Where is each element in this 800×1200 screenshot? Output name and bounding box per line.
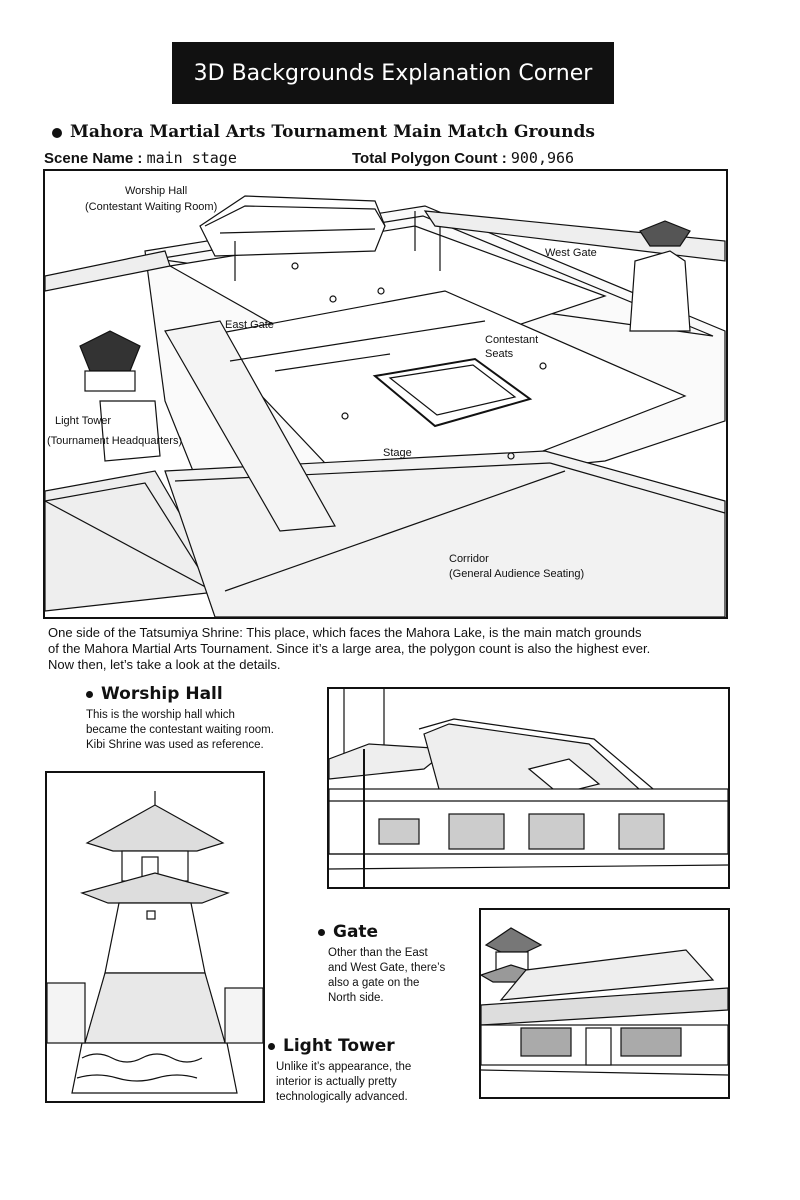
label-contestant-seats-2: Seats <box>485 348 514 360</box>
worship-hall-title <box>86 684 274 704</box>
gate-illustration <box>479 908 730 1099</box>
label-stage: Stage <box>383 447 412 459</box>
worship-line-2: became the contestant waiting room. <box>86 724 274 736</box>
label-worship-hall: Worship Hall <box>125 185 188 197</box>
tower-line-2: interior is actually pretty <box>276 1076 397 1088</box>
corner-banner <box>172 42 614 104</box>
grounds-overview-illustration <box>43 169 728 619</box>
light-tower-illustration <box>45 771 265 1103</box>
description-line-3: Now then, let’s take a look at the details. <box>48 657 281 672</box>
label-corridor-sub: (General Audience Seating) <box>449 568 585 580</box>
gate-text <box>318 946 445 1006</box>
gate-line-1: Other than the East <box>328 947 428 959</box>
worship-hall-illustration <box>327 687 730 889</box>
light-tower-text <box>268 1060 411 1105</box>
heading-text: Mahora Martial Arts Tournament Main Match Grounds <box>70 122 595 142</box>
scene-name-value: main stage <box>146 149 237 167</box>
scene-name-label: Scene Name : <box>44 150 143 167</box>
label-east-gate: East Gate <box>225 319 274 331</box>
label-contestant-seats-1: Contestant <box>485 334 539 346</box>
light-tower-title-text: Light Tower <box>283 1036 395 1056</box>
gate-title <box>318 922 445 942</box>
bullet-icon <box>86 691 93 698</box>
grounds-description <box>48 625 793 673</box>
worship-line-3: Kibi Shrine was used as reference. <box>86 739 264 751</box>
worship-line-1: This is the worship hall which <box>86 709 235 721</box>
gate-title-text: Gate <box>333 922 379 942</box>
bullet-icon <box>318 929 325 936</box>
polygon-count-label: Total Polygon Count : <box>352 150 507 167</box>
gate-line-4: North side. <box>328 992 384 1004</box>
gate-drawing <box>481 910 728 1097</box>
description-line-2: of the Mahora Martial Arts Tournament. Since it’s a large area, the polygon count is also the highest ever. <box>48 641 651 656</box>
light-tower-section <box>268 1036 411 1105</box>
grounds-drawing <box>45 171 726 617</box>
label-worship-hall-sub: (Contestant Waiting Room) <box>85 201 218 213</box>
bullet-icon <box>268 1043 275 1050</box>
worship-hall-text <box>86 708 274 753</box>
worship-hall-section <box>86 684 274 753</box>
description-line-1: One side of the Tatsumiya Shrine: This place, which faces the Mahora Lake, is the main match grounds <box>48 625 642 640</box>
label-west-gate: West Gate <box>545 247 597 259</box>
banner-title: 3D Backgrounds Explanation Corner <box>193 60 593 86</box>
worship-hall-title-text: Worship Hall <box>101 684 223 704</box>
gate-line-3: also a gate on the <box>328 977 420 989</box>
tower-line-3: technologically advanced. <box>276 1091 408 1103</box>
scene-name <box>44 149 237 167</box>
light-tower-title <box>268 1036 411 1056</box>
page-heading <box>52 122 595 142</box>
worship-hall-drawing <box>329 689 728 887</box>
gate-line-2: and West Gate, there’s <box>328 962 446 974</box>
label-light-tower: Light Tower <box>55 415 112 427</box>
polygon-count-value: 900,966 <box>510 149 575 167</box>
polygon-count <box>352 149 574 167</box>
tower-line-1: Unlike it’s appearance, the <box>276 1061 412 1073</box>
label-light-tower-sub: (Tournament Headquarters) <box>47 435 183 447</box>
gate-section <box>318 922 445 1006</box>
light-tower-drawing <box>47 773 263 1101</box>
label-corridor: Corridor <box>449 553 489 565</box>
bullet-icon <box>52 128 62 138</box>
